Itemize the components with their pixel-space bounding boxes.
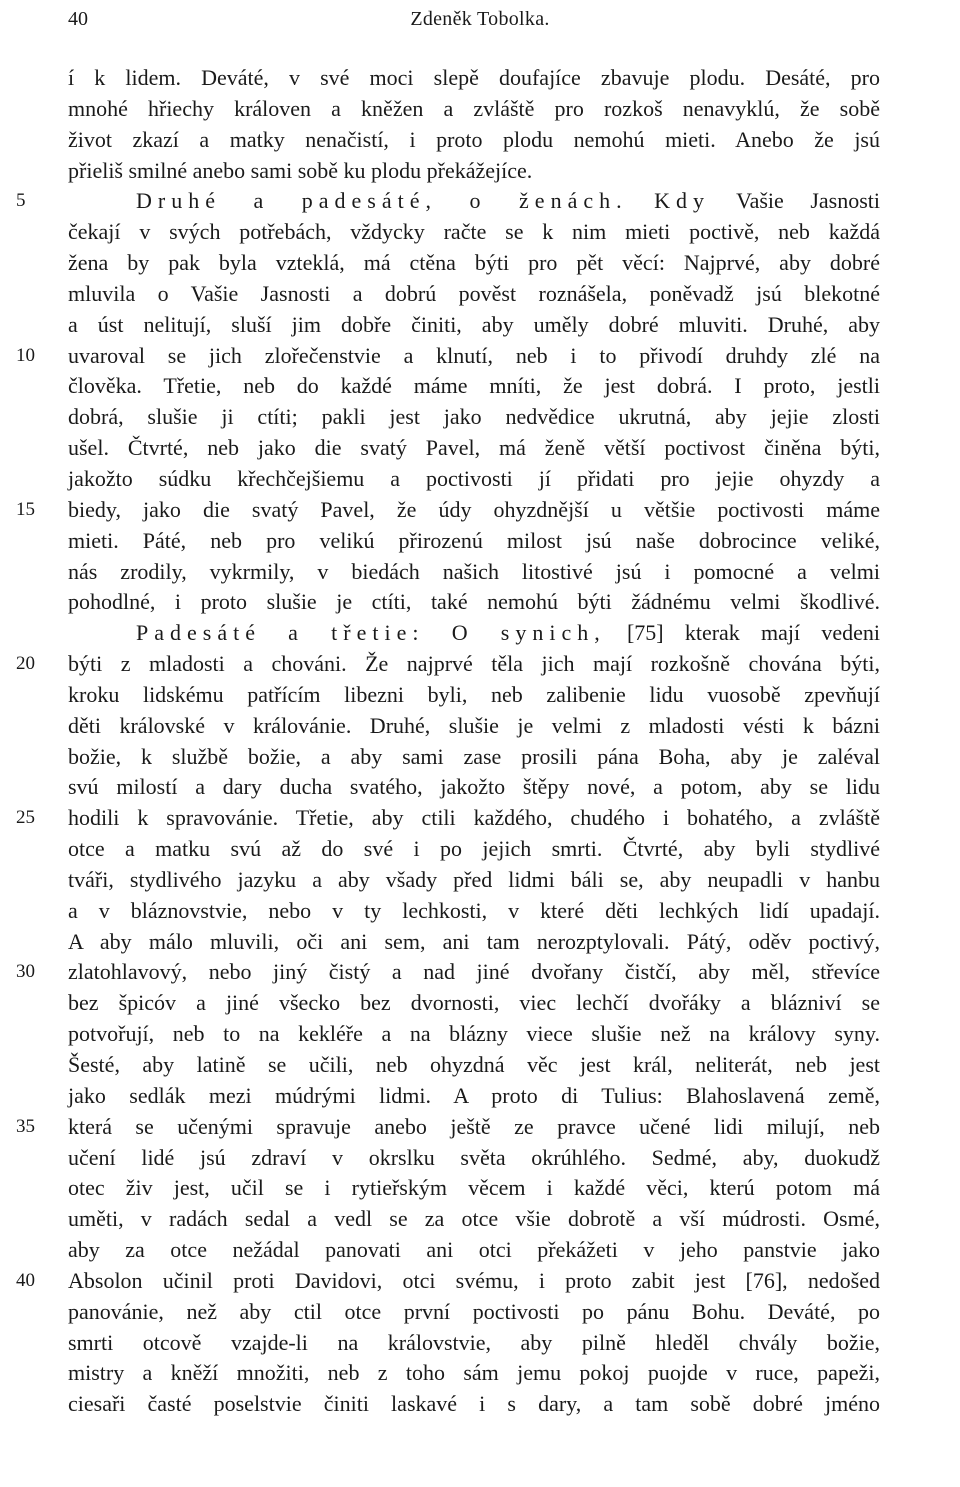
text-line xyxy=(68,94,880,125)
line-number: 5 xyxy=(16,190,26,212)
text-line xyxy=(68,1050,880,1081)
line-text: přieliš smilné anebo sami sobě ku plodu překážejíce. xyxy=(68,157,533,183)
line-text: otce a matku svú až do své i po jejich smrti. Čtvrté, aby byli stydlivé xyxy=(68,836,880,862)
line-text: děti královské v královánie. Druhé, slušie je velmi z mladosti vésti k bázni xyxy=(68,712,880,738)
text-line xyxy=(68,248,880,279)
text-line xyxy=(68,1204,880,1235)
text-line xyxy=(68,865,880,896)
line-text: smrti otcově vzajde-li na královstvie, aby pilně hleděl chvály božie, xyxy=(68,1329,880,1355)
text-line xyxy=(68,834,880,865)
line-text: a v bláznovstvie, nebo v ty lechkosti, v které děti lechkých lidí upadají. xyxy=(68,897,880,923)
line-text: biedy, jako die svatý Pavel, že údy ohyzdnější u většie poctivosti máme xyxy=(68,496,880,522)
line-text: čekají v svých potřebách, vždycky račte se k nim mieti poctivě, neb každá xyxy=(68,219,880,245)
text-line xyxy=(16,1112,880,1143)
line-number: 35 xyxy=(16,1115,35,1137)
line-text: Šesté, aby latině se učili, neb ohyzdná věc jest král, neliterát, neb jest xyxy=(68,1052,880,1077)
text-line xyxy=(16,957,880,988)
line-text: potvořují, neb to na kekléře a na blázny viece slušie než na královy syny. xyxy=(68,1021,880,1047)
text-line xyxy=(16,341,880,372)
line-text: kroku lidskému patřícím libezni byli, neb zalibenie lidu vuosobě zpevňují xyxy=(68,681,880,707)
page-number: 40 xyxy=(68,8,88,30)
text-line xyxy=(68,557,880,588)
line-text: tváři, stydlivého jazyku a aby všady před lidmi báli se, aby neupadli v hanbu xyxy=(68,866,880,892)
line-text: mnohé hřiechy královen a kněžen a zvláště pro rozkoš nenavyklú, že sobě xyxy=(68,95,880,121)
spaced-word: Kdy xyxy=(654,188,711,214)
line-text: í k lidem. Deváté, v své moci slepě doufajíce zbavuje plodu. Desáté, pro xyxy=(68,65,880,90)
line-text: býti z mladosti a chováni. Že najprvé těla jich mají rozkošně chována býti, xyxy=(68,651,880,677)
running-title: Zdeněk Tobolka. xyxy=(410,8,550,30)
line-text: nás zrodily, vykrmily, v biedách našich litostivé jsú i pomocné a velmi xyxy=(68,558,880,584)
page-header xyxy=(0,8,960,38)
section-heading: Padesáté a třetie: O synich, xyxy=(136,620,606,646)
text-line xyxy=(68,742,880,773)
text-line xyxy=(68,1019,880,1050)
text-line xyxy=(68,279,880,310)
text-line xyxy=(16,186,881,217)
line-text: člověka. Třetie, neb do každé máme mníti, že jest dobrá. I proto, jestli xyxy=(68,373,880,399)
text-line xyxy=(68,433,880,464)
text-line xyxy=(68,927,880,958)
text-line xyxy=(68,1173,880,1204)
text-line xyxy=(16,803,880,834)
text-line xyxy=(68,587,880,618)
line-text: hodili k spravovánie. Třetie, aby ctili každého, chudého i bohatého, a zvláště xyxy=(68,805,880,831)
line-text: ciesaři časté poselstvie činiti laskavé i s dary, a tam sobě dobré jméno xyxy=(68,1391,880,1417)
text-line xyxy=(16,649,880,680)
text-line xyxy=(68,988,880,1019)
line-text: [75] kterak mají vedeni xyxy=(626,620,880,646)
line-text: Vašie Jasnosti xyxy=(736,188,881,214)
line-text: život zkazí a matky nenačistí, i proto plodu nemohú mieti. Anebo že jsú xyxy=(68,126,880,152)
line-text: bez špicóv a jiné všecko bez dvornosti, viec lechčí dvořáky a blázniví se xyxy=(68,990,880,1016)
text-line xyxy=(68,680,880,711)
line-text: mieti. Páté, neb pro velikú přirozenú milost jsú naše dobrocince veliké, xyxy=(68,527,880,553)
line-text: svú milostí a dary ducha svatého, jakožto štěpy nové, a potom, aby se lidu xyxy=(68,774,880,800)
text-line xyxy=(68,1297,880,1328)
text-line xyxy=(68,1143,880,1174)
line-text: uvaroval se jich zlořečenstvie a klnutí, neb i to přivodí druhdy zlé na xyxy=(68,342,880,368)
line-number: 15 xyxy=(16,498,35,520)
line-text: pohodlné, i proto slušie je ctíti, také nemohú býti žádnému velmi škodlivé. xyxy=(68,589,880,615)
text-line xyxy=(68,156,880,187)
line-text: ušel. Čtvrté, neb jako die svatý Pavel, má ženě větší poctivost činěna býti, xyxy=(68,435,880,461)
line-text: jako sedlák mezi múdrými lidmi. A proto di Tulius: Blahoslavená země, xyxy=(68,1082,880,1108)
line-number: 40 xyxy=(16,1269,35,1291)
line-number: 25 xyxy=(16,807,35,829)
line-text: uměti, v radách sedal a vedl se za otce všie dobrotě a vší múdrosti. Osmé, xyxy=(68,1206,880,1232)
text-line xyxy=(16,495,880,526)
text-line xyxy=(68,618,880,649)
line-number: 20 xyxy=(16,653,35,675)
text-line xyxy=(68,371,880,402)
line-text: dobrá, slušie ji ctíti; pakli jest jako nedvědice ukrutná, aby jejie zlosti xyxy=(68,404,880,430)
text-line xyxy=(16,1266,880,1297)
text-line xyxy=(68,63,880,94)
text-line xyxy=(68,526,880,557)
text-line xyxy=(68,896,880,927)
text-line xyxy=(68,310,880,341)
line-number: 30 xyxy=(16,961,35,983)
line-text: božie, k službě božie, a aby sami zase prosili pána Boha, aby je zaléval xyxy=(68,743,880,769)
text-line xyxy=(68,464,880,495)
line-text: panovánie, než aby ctil otce první poctivosti po pánu Bohu. Deváté, po xyxy=(68,1298,880,1324)
line-text: učení lidé jsú zdraví v okrslku světa okrúhlého. Sedmé, aby, duokudž xyxy=(68,1144,880,1170)
text-line xyxy=(68,711,880,742)
text-line xyxy=(68,772,880,803)
text-line xyxy=(68,1328,880,1359)
line-text: a úst nelitují, sluší jim dobře činiti, aby uměly dobré mluviti. Druhé, aby xyxy=(68,311,880,337)
text-line xyxy=(68,1081,880,1112)
line-text: otec živ jest, učil se i rytieřským věcem i každé věci, kterú potom má xyxy=(68,1175,880,1201)
text-line xyxy=(68,1389,880,1420)
line-text: Absolon učinil proti Davidovi, otci svému, i proto zabit jest [76], nedošed xyxy=(68,1267,880,1293)
line-text: mluvila o Vašie Jasnosti a dobrú pověst roznášela, poněvadž jsú blekotné xyxy=(68,280,880,306)
line-text: A aby málo mluvili, oči ani sem, ani tam nerozptylovali. Pátý, oděv poctivý, xyxy=(68,928,880,954)
section-heading: Druhé a padesáté, o ženách. xyxy=(136,188,628,214)
line-text: zlatohlavový, nebo jiný čistý a nad jiné dvořany čistčí, aby měl, střevíce xyxy=(68,959,880,985)
text-line xyxy=(68,1358,880,1389)
line-text: která se učenými spravuje anebo ještě ze pravce učené lidi milují, neb xyxy=(68,1113,880,1139)
body-text xyxy=(16,63,881,1420)
text-line xyxy=(68,1235,880,1266)
line-text: mistry a kněží množiti, neb z toho sám jemu pokoj puojde v ruce, papeži, xyxy=(68,1360,880,1386)
text-line xyxy=(68,125,880,156)
line-text: žena by pak byla vzteklá, má ctěna býti pro pět věcí: Najprvé, aby dobré xyxy=(68,250,880,276)
line-text: aby za otce nežádal panovati ani otci překážeti v jeho panstvie jako xyxy=(68,1237,880,1263)
line-number: 10 xyxy=(16,344,35,366)
text-line xyxy=(68,217,880,248)
line-text: jakožto súdku křechčejšiemu a poctivosti jí přidati pro jejie ohyzdy a xyxy=(68,465,880,491)
text-line xyxy=(68,402,880,433)
